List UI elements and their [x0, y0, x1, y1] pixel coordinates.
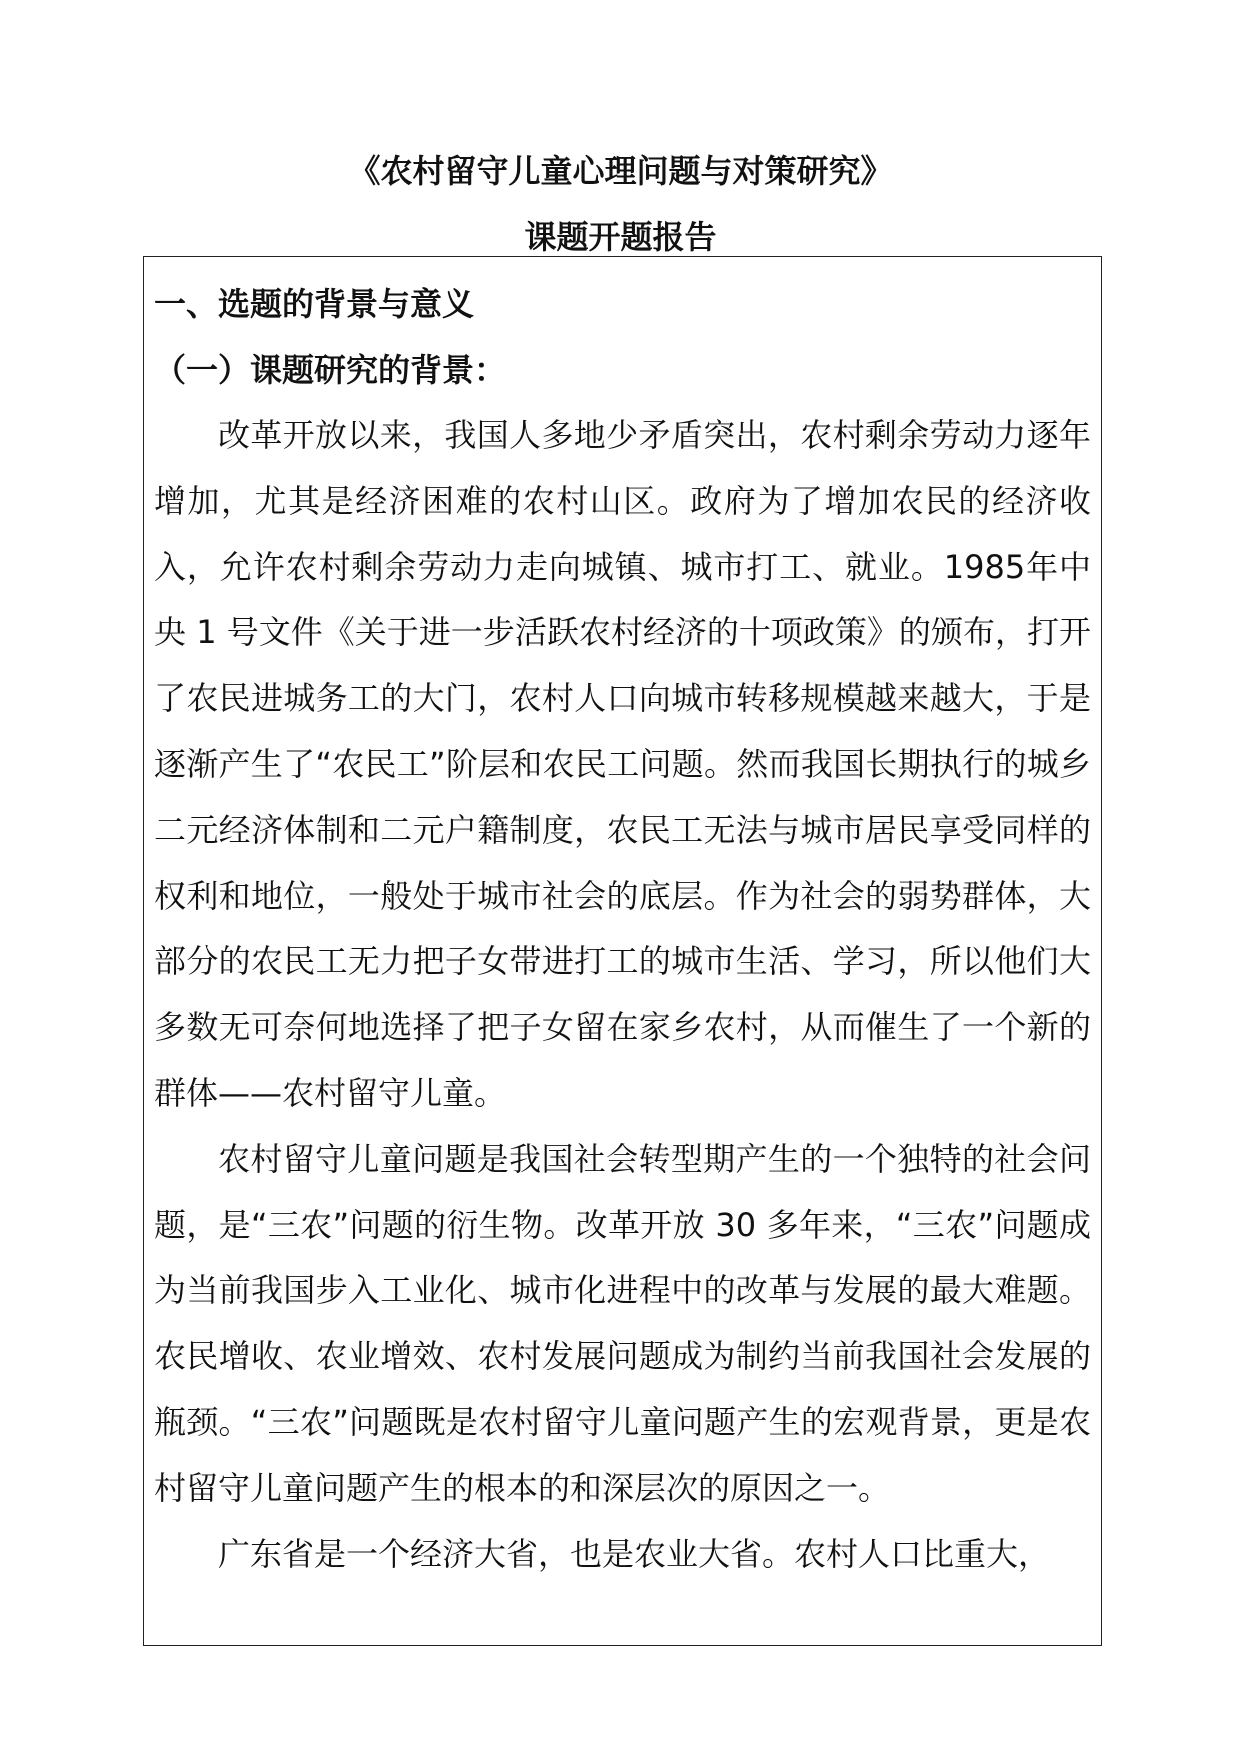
paragraph-1: 改革开放以来，我国人多地少矛盾突出，农村剩余劳动力逐年增加，尤其是经济困难的农村山区。政府为了增加农民的经济收入，允许农村剩余劳动力走向城镇、城市打工、就业。1985年中央 1 号文件《关于进一步活跃农村经济的十项政策》的颁布，打开了农民进城务工的大门，农村人口向城市转移规模越来越大，于是逐渐产生了“农民工”阶层和农民工问题。然而我国长期执行的城乡二元经济体制和二元户籍制度，农民工无法与城市居民享受同样的权利和地位，一般处于城市社会的底层。作为社会的弱势群体，大部分的农民工无力把子女带进打工的城市生活、学习，所以他们大多数无可奈何地选择了把子女留在家乡农村，从而催生了一个新的群体——农村留守儿童。 — [154, 416, 1091, 1112]
document-title-block — [0, 138, 1241, 270]
document-title: 《农村留守儿童心理问题与对策研究》 — [348, 152, 893, 190]
subsection-heading: （一）课题研究的背景： — [154, 351, 507, 389]
paragraph-3: 广东省是一个经济大省，也是农业大省。农村人口比重大， — [218, 1534, 1051, 1573]
document-subtitle: 课题开题报告 — [524, 218, 717, 256]
content-box — [143, 256, 1102, 1646]
paragraph-2: 农村留守儿童问题是我国社会转型期产生的一个独特的社会问题，是“三农”问题的衍生物。改革开放 30 多年来，“三农”问题成为当前我国步入工业化、城市化进程中的改革与发展的最大难题。农民增收、农业增效、农村发展问题成为制约当前我国社会发展的瓶颈。“三农”问题既是农村留守儿童问题产生的宏观背景，更是农村留守儿童问题产生的根本的和深层次的原因之一。 — [154, 1139, 1091, 1507]
section-heading: 一、选题的背景与意义 — [154, 285, 475, 323]
